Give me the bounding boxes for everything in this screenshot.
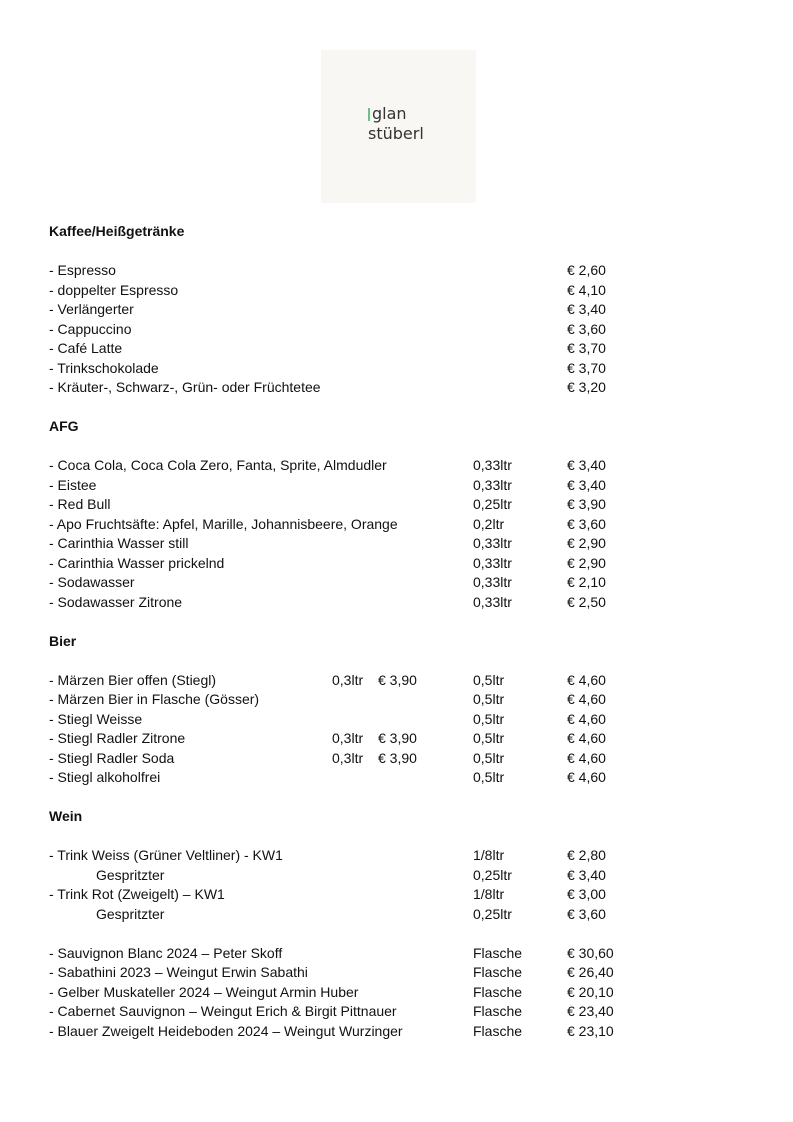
section-title: AFG [49, 418, 79, 434]
item-size: Flasche [473, 1003, 523, 1019]
item-name: - Märzen Bier offen (Stiegl) [49, 671, 217, 688]
item-size: 0,2ltr [473, 515, 505, 532]
item-price: € 4,60 [567, 730, 606, 746]
item-name: - Sodawasser [49, 574, 135, 590]
item-name: - Cappuccino [49, 320, 132, 337]
item-size: Flasche [473, 964, 523, 980]
menu-item [49, 593, 749, 613]
menu-section [49, 807, 749, 1041]
item-price: € 4,60 [567, 671, 606, 688]
item-small-price: € 3,90 [378, 671, 417, 688]
menu-item [49, 476, 749, 496]
menu-item [49, 300, 749, 320]
item-price: € 3,40 [567, 301, 606, 317]
item-price: € 3,70 [567, 340, 606, 356]
item-price: € 2,90 [567, 554, 606, 571]
item-size: 0,5ltr [473, 769, 505, 785]
item-name: - Blauer Zweigelt Heideboden 2024 – Weingut Wurzinger [49, 1022, 403, 1039]
menu-item [49, 768, 749, 788]
item-size: 0,33ltr [473, 457, 512, 473]
item-price: € 23,40 [567, 1003, 614, 1019]
item-price: € 2,60 [567, 262, 606, 278]
item-price: € 3,40 [567, 457, 606, 473]
item-price: € 3,90 [567, 496, 606, 512]
menu-item [49, 671, 749, 691]
item-name: - Carinthia Wasser still [49, 535, 189, 551]
item-name: - Märzen Bier in Flasche (Gösser) [49, 691, 260, 707]
item-name: - Coca Cola, Coca Cola Zero, Fanta, Sprite, Almdudler [49, 457, 387, 473]
item-name: - Kräuter-, Schwarz-, Grün- oder Früchtetee [49, 379, 321, 395]
menu-item [49, 456, 749, 476]
spacer [49, 924, 749, 944]
item-size: 0,5ltr [473, 691, 505, 707]
item-price: € 3,40 [567, 476, 606, 493]
item-price: € 3,70 [567, 359, 606, 376]
item-size: 0,33ltr [473, 554, 512, 571]
item-price: € 4,60 [567, 749, 606, 766]
item-name: - Carinthia Wasser prickelnd [49, 554, 225, 571]
item-size: 0,33ltr [473, 535, 512, 551]
menu-item [49, 944, 749, 964]
menu-item [49, 339, 749, 359]
menu-item [49, 320, 749, 340]
menu-item [49, 281, 749, 301]
menu-item [49, 378, 749, 398]
item-name: - Stiegl Radler Soda [49, 749, 175, 766]
item-size: 0,5ltr [473, 671, 505, 688]
logo-wordmark [368, 104, 424, 144]
menu-item [49, 534, 749, 554]
section-title: Wein [49, 808, 83, 824]
item-name: Gespritzter [96, 905, 165, 922]
menu-item [49, 885, 749, 905]
item-size: Flasche [473, 983, 523, 1000]
item-price: € 4,60 [567, 691, 606, 707]
item-small-size: 0,3ltr [332, 671, 364, 688]
menu-item [49, 554, 749, 574]
logo [321, 50, 476, 203]
item-name: - Trink Rot (Zweigelt) – KW1 [49, 886, 225, 902]
menu-item [49, 1022, 749, 1042]
item-name: - Sauvignon Blanc 2024 – Peter Skoff [49, 944, 283, 961]
item-name: - Stiegl alkoholfrei [49, 769, 161, 785]
logo-line-2: stüberl [368, 124, 424, 143]
item-name: - Stiegl Weisse [49, 710, 143, 727]
item-name: - Verlängerter [49, 301, 134, 317]
item-name: - Sodawasser Zitrone [49, 593, 183, 610]
item-price: € 20,10 [567, 983, 614, 1000]
item-name: - Apo Fruchtsäfte: Apfel, Marille, Johannisbeere, Orange [49, 515, 398, 532]
logo-line-1: glan [372, 104, 407, 123]
item-size: 0,5ltr [473, 730, 505, 746]
item-price: € 4,10 [567, 281, 606, 298]
item-name: - Trink Weiss (Grüner Veltliner) - KW1 [49, 847, 283, 863]
menu [49, 222, 749, 1041]
item-size: 0,25ltr [473, 866, 512, 883]
menu-item [49, 905, 749, 925]
menu-item [49, 690, 749, 710]
item-price: € 3,60 [567, 905, 606, 922]
item-name: - Sabathini 2023 – Weingut Erwin Sabathi [49, 964, 308, 980]
item-name: - Cabernet Sauvignon – Weingut Erich & Birgit Pittnauer [49, 1003, 397, 1019]
section-title: Bier [49, 632, 77, 649]
menu-item [49, 710, 749, 730]
menu-item [49, 866, 749, 886]
menu-item [49, 729, 749, 749]
item-price: € 3,40 [567, 866, 606, 883]
item-size: 0,33ltr [473, 593, 512, 610]
item-size: 0,33ltr [473, 574, 512, 590]
item-price: € 2,10 [567, 574, 606, 590]
menu-item [49, 515, 749, 535]
item-price: € 2,80 [567, 847, 606, 863]
item-size: 0,25ltr [473, 496, 512, 512]
menu-item [49, 749, 749, 769]
item-price: € 2,90 [567, 535, 606, 551]
menu-item [49, 495, 749, 515]
section-title: Kaffee/Heißgetränke [49, 223, 185, 239]
menu-section [49, 417, 749, 612]
item-name: Gespritzter [96, 866, 165, 883]
item-price: € 2,50 [567, 593, 606, 610]
item-small-price: € 3,90 [378, 730, 417, 746]
item-name: - Red Bull [49, 496, 111, 512]
menu-section [49, 222, 749, 398]
item-name: - Café Latte [49, 340, 123, 356]
item-price: € 26,40 [567, 964, 614, 980]
item-size: 0,25ltr [473, 905, 512, 922]
item-size: Flasche [473, 1022, 523, 1039]
menu-section [49, 632, 749, 788]
item-name: - Eistee [49, 476, 97, 493]
item-size: 0,33ltr [473, 476, 512, 493]
menu-item [49, 983, 749, 1003]
item-price: € 3,00 [567, 886, 606, 902]
item-small-price: € 3,90 [378, 749, 417, 766]
item-size: 1/8ltr [473, 847, 505, 863]
item-size: 1/8ltr [473, 886, 505, 902]
menu-item [49, 573, 749, 593]
menu-item [49, 1002, 749, 1022]
menu-item [49, 846, 749, 866]
menu-item [49, 359, 749, 379]
item-price: € 30,60 [567, 944, 614, 961]
menu-item [49, 963, 749, 983]
item-size: 0,5ltr [473, 710, 505, 727]
item-name: - Trinkschokolade [49, 359, 159, 376]
item-size: Flasche [473, 944, 523, 961]
item-name: - Gelber Muskateller 2024 – Weingut Armin Huber [49, 983, 359, 1000]
item-price: € 4,60 [567, 710, 606, 727]
item-small-size: 0,3ltr [332, 730, 364, 746]
item-price: € 23,10 [567, 1022, 614, 1039]
item-name: - Stiegl Radler Zitrone [49, 730, 186, 746]
item-price: € 3,20 [567, 379, 606, 395]
item-price: € 3,60 [567, 320, 606, 337]
item-name: - doppelter Espresso [49, 281, 179, 298]
item-price: € 3,60 [567, 515, 606, 532]
item-price: € 4,60 [567, 769, 606, 785]
item-small-size: 0,3ltr [332, 749, 364, 766]
logo-accent-bar [368, 108, 370, 121]
menu-item [49, 261, 749, 281]
item-name: - Espresso [49, 262, 116, 278]
item-size: 0,5ltr [473, 749, 505, 766]
